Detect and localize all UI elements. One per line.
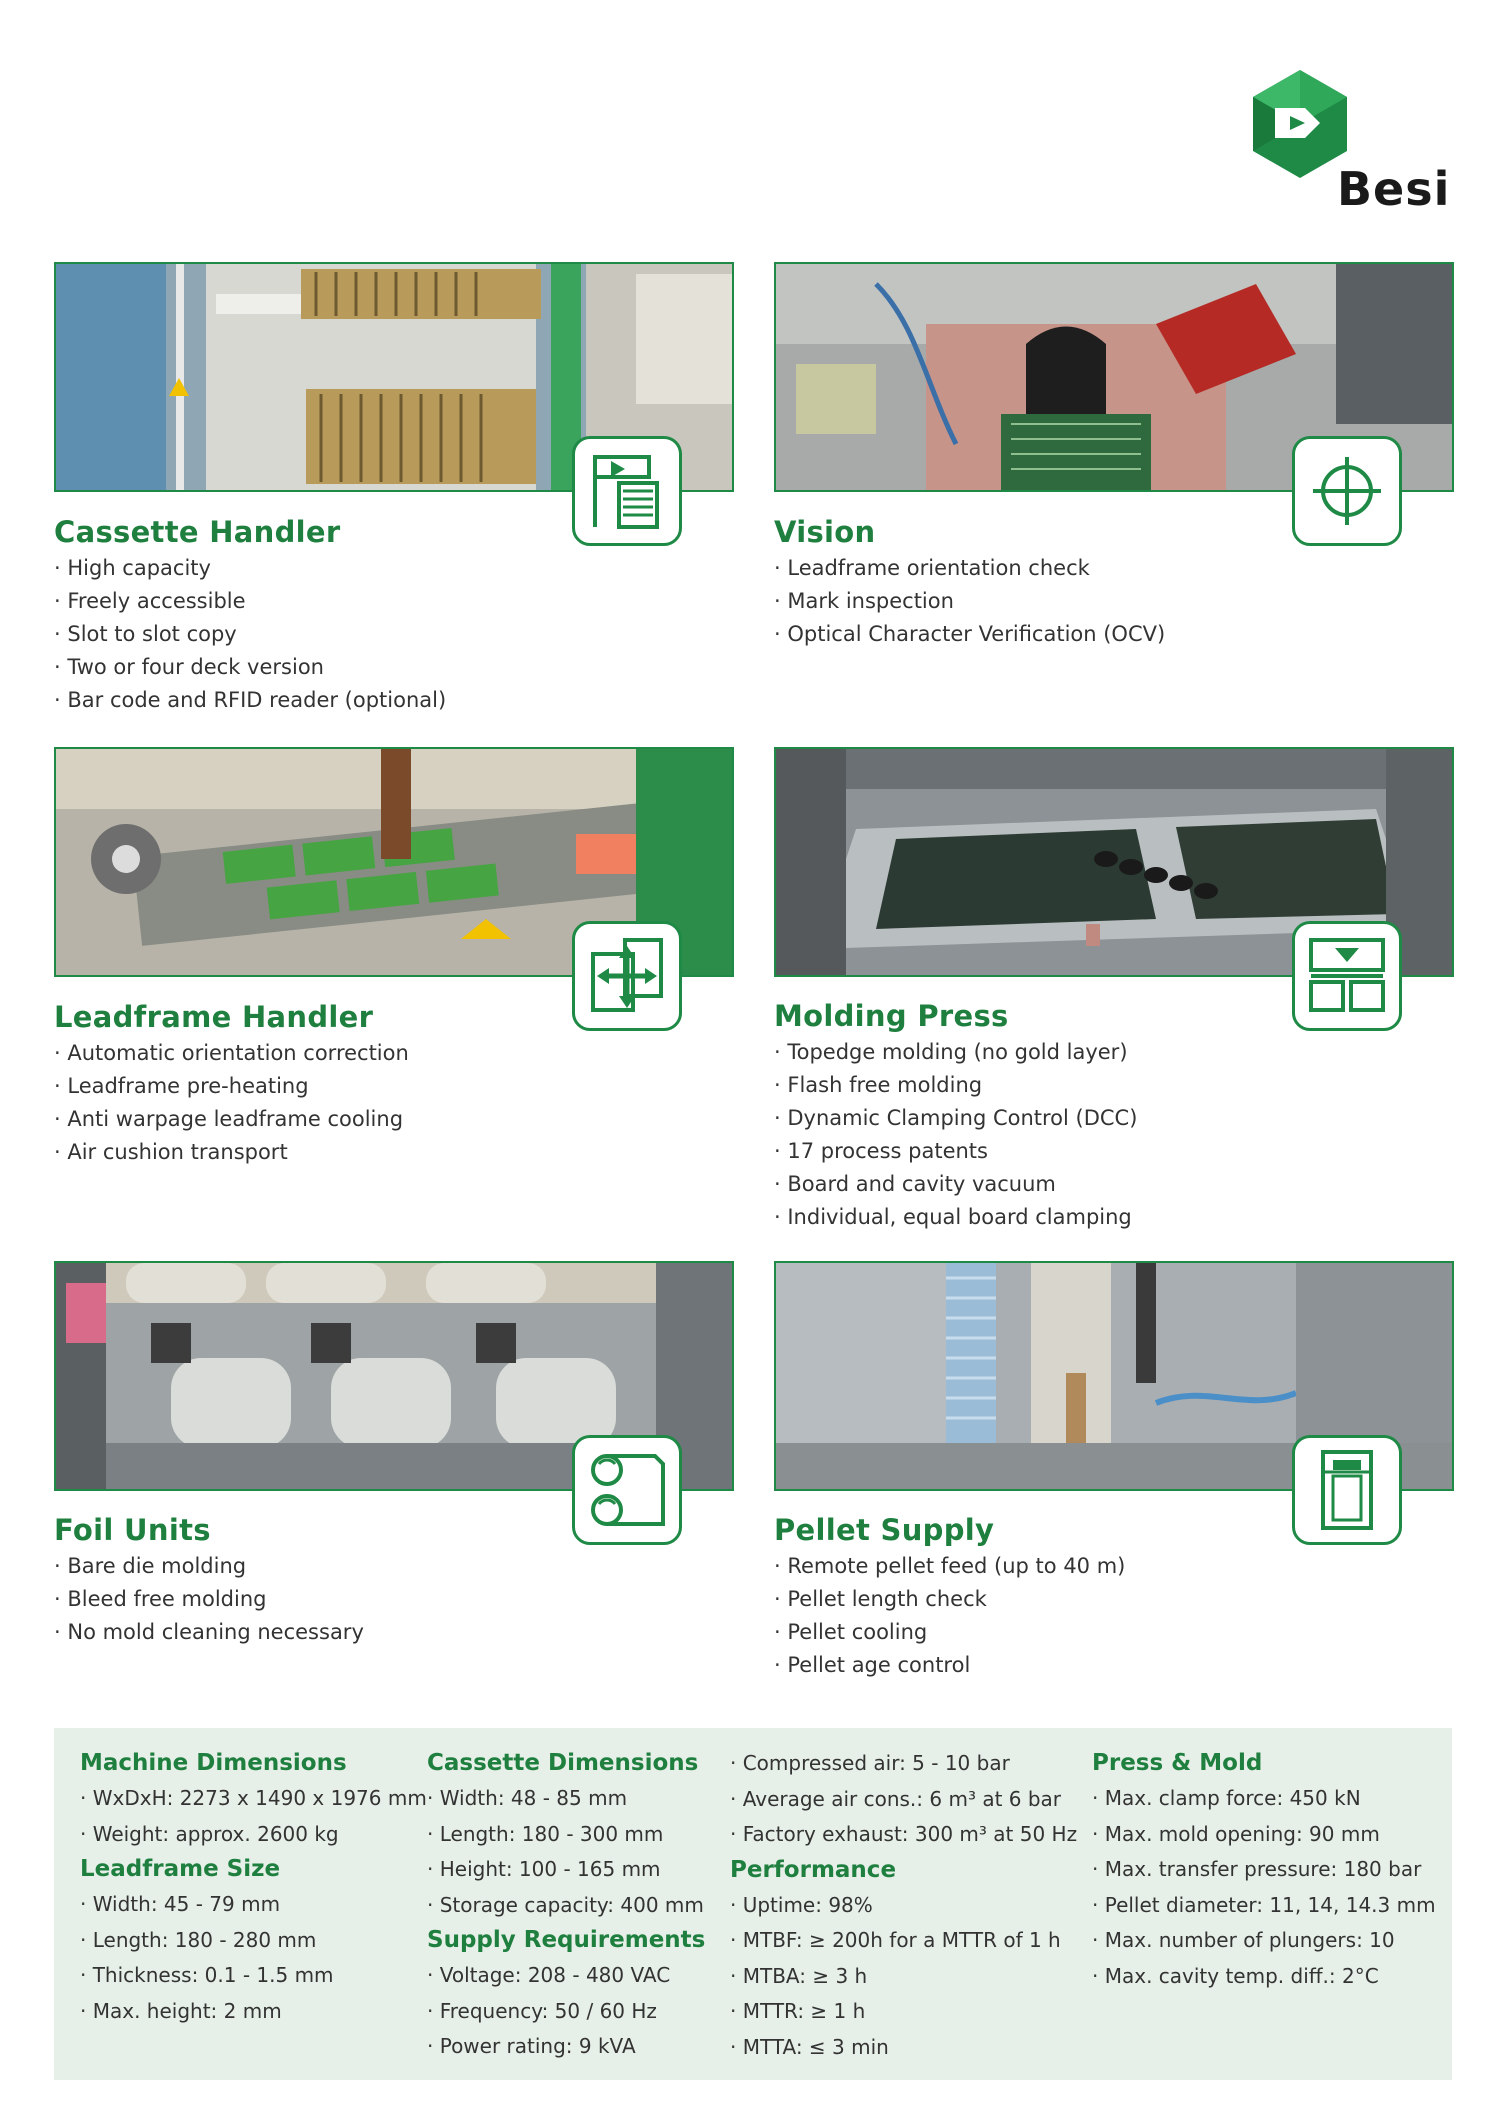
press-icon-badge [1292,921,1402,1031]
specifications-panel [54,1728,1452,2080]
spec-item: · Max. cavity temp. diff.: 2°C [1092,1959,1436,1995]
feature-list [54,1037,409,1169]
spec-item: · WxDxH: 2273 x 1490 x 1976 mm [80,1781,427,1817]
brand-name: Besi [1337,162,1451,216]
section-title: Vision [774,515,876,549]
specs-column-2 [427,1746,705,2065]
feature-list [774,1036,1137,1234]
spec-item: · Power rating: 9 kVA [427,2029,705,2065]
spec-item: · Weight: approx. 2600 kg [80,1817,427,1853]
list-item: · Two or four deck version [54,651,446,684]
list-item: · Remote pellet feed (up to 40 m) [774,1550,1125,1583]
cassette-icon-badge [572,436,682,546]
section-title: Pellet Supply [774,1513,995,1547]
spec-item: · Max. clamp force: 450 kN [1092,1781,1436,1817]
spec-heading: Performance [730,1856,897,1883]
list-item: · Slot to slot copy [54,618,446,651]
list-item: · Bleed free molding [54,1583,364,1616]
list-item: · Mark inspection [774,585,1165,618]
list-item: · Optical Character Verification (OCV) [774,618,1165,651]
spec-item: · Factory exhaust: 300 m³ at 50 Hz [730,1817,1077,1853]
list-item: · Air cushion transport [54,1136,409,1169]
pellet-tube-icon [1305,1448,1389,1532]
move-arrows-icon-badge [572,921,682,1031]
specs-column-4 [1092,1746,1436,1994]
spec-item: · MTBF: ≥ 200h for a MTTR of 1 h [730,1923,1077,1959]
foil-rolls-icon [585,1448,669,1532]
list-item: · Pellet length check [774,1583,1125,1616]
spec-item: · Uptime: 98% [730,1888,1077,1924]
spec-item: · MTTA: ≤ 3 min [730,2030,1077,2066]
spec-item: · Height: 100 - 165 mm [427,1852,705,1888]
cassette-icon [585,449,669,533]
section-title: Molding Press [774,999,1009,1033]
section-title: Foil Units [54,1513,211,1547]
list-item: · Topedge molding (no gold layer) [774,1036,1137,1069]
list-item: · Anti warpage leadframe cooling [54,1103,409,1136]
list-item: · Leadframe pre-heating [54,1070,409,1103]
list-item: · Freely accessible [54,585,446,618]
spec-item: · Max. height: 2 mm [80,1994,427,2030]
section-title: Leadframe Handler [54,1000,374,1034]
press-icon [1305,934,1389,1018]
spec-item: · Length: 180 - 280 mm [80,1923,427,1959]
spec-item: · Width: 48 - 85 mm [427,1781,705,1817]
spec-item: · Width: 45 - 79 mm [80,1887,427,1923]
specs-column-1 [80,1746,427,2029]
spec-item: · Frequency: 50 / 60 Hz [427,1994,705,2030]
list-item: · Automatic orientation correction [54,1037,409,1070]
spec-item: · Average air cons.: 6 m³ at 6 bar [730,1782,1077,1818]
spec-heading: Machine Dimensions [80,1750,347,1776]
spec-item: · MTTR: ≥ 1 h [730,1994,1077,2030]
list-item: · 17 process patents [774,1135,1137,1168]
list-item: · Pellet cooling [774,1616,1125,1649]
pellet-tube-icon-badge [1292,1435,1402,1545]
spec-item: · Voltage: 208 - 480 VAC [427,1958,705,1994]
spec-heading: Press & Mold [1092,1750,1263,1776]
feature-list [774,552,1165,651]
spec-item: · MTBA: ≥ 3 h [730,1959,1077,1995]
feature-list [54,552,446,717]
feature-list [774,1550,1125,1682]
spec-item: · Max. transfer pressure: 180 bar [1092,1852,1436,1888]
spec-item: · Max. mold opening: 90 mm [1092,1817,1436,1853]
list-item: · Leadframe orientation check [774,552,1165,585]
spec-item: · Max. number of plungers: 10 [1092,1923,1436,1959]
list-item: · Dynamic Clamping Control (DCC) [774,1102,1137,1135]
spec-item: · Compressed air: 5 - 10 bar [730,1746,1077,1782]
list-item: · Bare die molding [54,1550,364,1583]
crosshair-icon [1305,449,1389,533]
feature-list [54,1550,364,1649]
crosshair-icon-badge [1292,436,1402,546]
list-item: · Flash free molding [774,1069,1137,1102]
spec-heading: Cassette Dimensions [427,1750,699,1776]
section-title: Cassette Handler [54,515,341,549]
spec-heading: Supply Requirements [427,1927,706,1953]
specs-column-3 [730,1746,1077,2065]
list-item: · Bar code and RFID reader (optional) [54,684,446,717]
list-item: · Board and cavity vacuum [774,1168,1137,1201]
list-item: · Pellet age control [774,1649,1125,1682]
move-arrows-icon [585,934,669,1018]
list-item: · Individual, equal board clamping [774,1201,1137,1234]
spec-item: · Thickness: 0.1 - 1.5 mm [80,1958,427,1994]
list-item: · No mold cleaning necessary [54,1616,364,1649]
spec-item: · Pellet diameter: 11, 14, 14.3 mm [1092,1888,1436,1924]
spec-heading: Leadframe Size [80,1856,281,1882]
spec-item: · Storage capacity: 400 mm [427,1888,705,1924]
foil-rolls-icon-badge [572,1435,682,1545]
spec-item: · Length: 180 - 300 mm [427,1817,705,1853]
list-item: · High capacity [54,552,446,585]
